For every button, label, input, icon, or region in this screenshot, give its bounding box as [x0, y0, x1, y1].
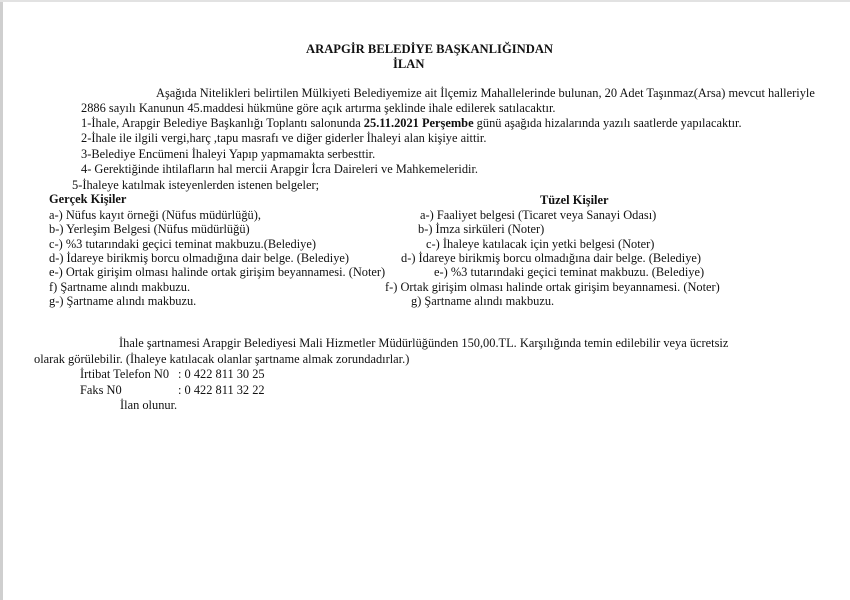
- item-1: [81, 116, 742, 130]
- tuzel-item-b: b-) İmza sirküleri (Noter): [418, 222, 545, 236]
- tuzel-item-e: e-) %3 tutarındaki geçici teminat makbuzu. (Belediye): [434, 265, 705, 279]
- tuzel-item-d: d-) İdareye birikmiş borcu olmadığına dair belge. (Belediye): [401, 251, 702, 265]
- spec-line-2: olarak görülebilir. (İhaleye katılacak olanlar şartname almak zorundadırlar.): [34, 352, 410, 366]
- gercek-item-g: g-) Şartname alındı makbuzu.: [49, 294, 197, 308]
- gercek-item-a: a-) Nüfus kayıt örneği (Nüfus müdürlüğü),: [49, 208, 261, 222]
- tuzel-item-g: g) Şartname alındı makbuzu.: [411, 294, 555, 308]
- gercek-item-e: e-) Ortak girişim olması halinde ortak girişim beyannamesi. (Noter): [49, 265, 386, 279]
- spec-line-1: İhale şartnamesi Arapgir Belediyesi Mali Hizmetler Müdürlüğünden 150,00.TL. Karşılığında temin edilebilir veya ücretsiz: [119, 336, 729, 350]
- scan-edge-left: [0, 0, 3, 600]
- item-3: 3-Belediye Encümeni İhaleyi Yapıp yapmamakta serbesttir.: [81, 147, 376, 161]
- gercek-heading: Gerçek Kişiler: [49, 192, 127, 206]
- phone-label: İrtibat Telefon N0: [80, 367, 170, 381]
- gercek-item-c: c-) %3 tutarındaki geçici teminat makbuzu.(Belediye): [49, 237, 316, 251]
- fax-label: Faks N0: [80, 383, 122, 397]
- scan-edge-top: [0, 0, 850, 2]
- item-1-text-post: günü aşağıda hizalarında yazılı saatlerde yapılacaktır.: [473, 116, 742, 130]
- page-subtitle: İLAN: [393, 57, 425, 71]
- tuzel-heading: Tüzel Kişiler: [540, 193, 609, 207]
- tuzel-item-f: f-) Ortak girişim olması halinde ortak girişim beyannamesi. (Noter): [385, 280, 720, 294]
- item-1-text-pre: 1-İhale, Arapgir Belediye Başkanlığı Toplantı salonunda: [81, 116, 364, 130]
- phone-value: : 0 422 811 30 25: [178, 367, 265, 381]
- item-4: 4- Gerektiğinde ihtilafların hal mercii Arapgir İcra Daireleri ve Mahkemeleridir.: [81, 162, 479, 176]
- intro-line-2: 2886 sayılı Kanunun 45.maddesi hükmüne göre açık artırma şeklinde ihale edilerek satılacaktır.: [81, 101, 556, 115]
- intro-line-1: Aşağıda Nitelikleri belirtilen Mülkiyeti Belediyemize ait İlçemiz Mahallelerinde bulunan, 20 Adet Taşınmaz(Arsa) mevcut halleriyle: [156, 86, 815, 100]
- gercek-item-d: d-) İdareye birikmiş borcu olmadığına dair belge. (Belediye): [49, 251, 350, 265]
- item-2: 2-İhale ile ilgili vergi,harç ,tapu masrafı ve diğer giderler İhaleyi alan kişiye aittir.: [81, 131, 487, 145]
- page-title: ARAPGİR BELEDİYE BAŞKANLIĞINDAN: [306, 42, 554, 56]
- gercek-item-f: f) Şartname alındı makbuzu.: [49, 280, 191, 294]
- tuzel-item-c: c-) İhaleye katılacak için yetki belgesi (Noter): [426, 237, 655, 251]
- tender-date: 25.11.2021 Perşembe: [363, 116, 474, 130]
- fax-value: : 0 422 811 32 22: [178, 383, 265, 397]
- gercek-item-b: b-) Yerleşim Belgesi (Nüfus müdürlüğü): [49, 222, 250, 236]
- closing-text: İlan olunur.: [120, 398, 178, 412]
- tuzel-item-a: a-) Faaliyet belgesi (Ticaret veya Sanayi Odası): [420, 208, 657, 222]
- item-5: 5-İhaleye katılmak isteyenlerden istenen belgeler;: [72, 178, 320, 192]
